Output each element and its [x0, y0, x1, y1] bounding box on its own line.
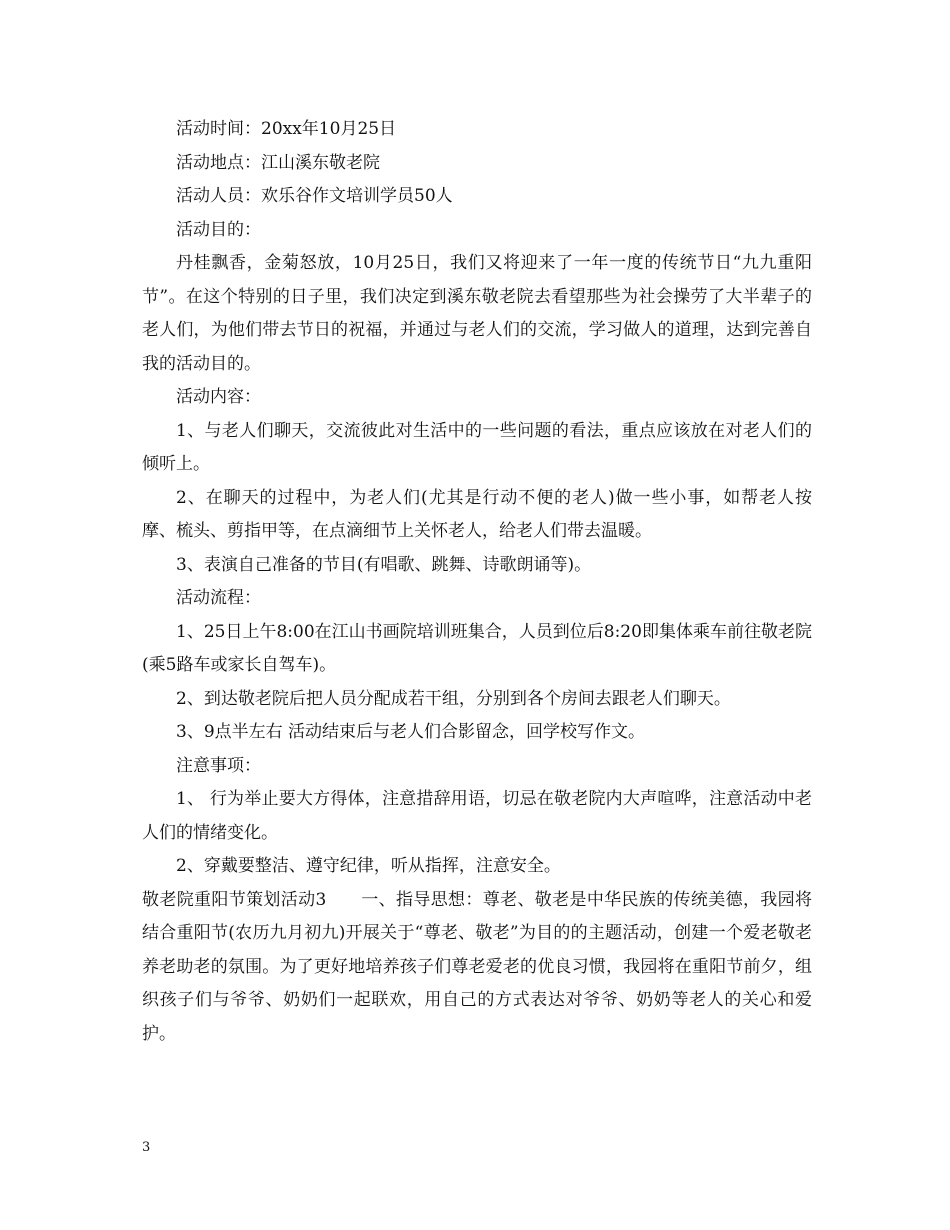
activity-participants-line: 活动人员：欢乐谷作文培训学员50人 [176, 186, 453, 206]
activity-location-line: 活动地点：江山溪东敬老院 [176, 152, 380, 173]
notes-heading: 注意事项： [176, 755, 261, 776]
activity-process-heading: 活动流程： [176, 588, 261, 608]
activity-process-item-2: 2、到达敬老院后把人员分配成若干组，分别到各个房间去跟老人们聊天。 [176, 688, 731, 709]
page-number: 3 [142, 1140, 151, 1155]
document-body [142, 113, 812, 1051]
activity-content-item-2: 2、在聊天的过程中，为老人们(尤其是行动不便的老人)做一些小事，如帮老人按摩、梳头、剪指甲等，在点滴细节上关怀老人，给老人们带去温暖。 [142, 487, 812, 541]
activity-process-item-1: 1、25日上午8:00在江山书画院培训班集合，人员到位后8:20即集体乘车前往敬老院(乘5路车或家长自驾车)。 [142, 621, 813, 675]
plan-3-paragraph: 敬老院重阳节策划活动3 一、指导思想：尊老、敬老是中华民族的传统美德，我园将结合重阳节(农历九月初九)开展关于“尊老、敬老”为目的的主题活动，创建一个爱老敬老养老助老的氛围。为了更好地培养孩子们尊老爱老的优良习惯，我园将在重阳节前夕，组织孩子们与爷爷、奶奶们一起联欢，用自己的方式表达对爷爷、奶奶等老人的关心和爱护。 [142, 889, 812, 1044]
activity-content-heading: 活动内容： [176, 387, 261, 407]
notes-item-1: 1、 行为举止要大方得体，注意措辞用语，切忌在敬老院内大声喧哗，注意活动中老人们的情绪变化。 [142, 789, 812, 843]
activity-purpose-heading: 活动目的： [176, 219, 261, 240]
activity-process-item-3: 3、9点半左右 活动结束后与老人们合影留念，回学校写作文。 [176, 722, 646, 742]
activity-time-line: 活动时间：20xx年10月25日 [176, 119, 397, 139]
activity-content-item-3: 3、表演自己准备的节目(有唱歌、跳舞、诗歌朗诵等)。 [176, 554, 592, 575]
notes-item-2: 2、穿戴要整洁、遵守纪律，听从指挥，注意安全。 [176, 856, 561, 876]
activity-content-item-1: 1、与老人们聊天，交流彼此对生活中的一些问题的看法，重点应该放在对老人们的倾听上。 [142, 420, 812, 474]
activity-purpose-paragraph: 丹桂飘香，金菊怒放，10月25日，我们又将迎来了一年一度的传统节日“九九重阳节”。在这个特别的日子里，我们决定到溪东敬老院去看望那些为社会操劳了大半辈子的老人们，为他们带去节日的祝福，并通过与老人们的交流，学习做人的道理，达到完善自我的活动目的。 [142, 253, 812, 374]
